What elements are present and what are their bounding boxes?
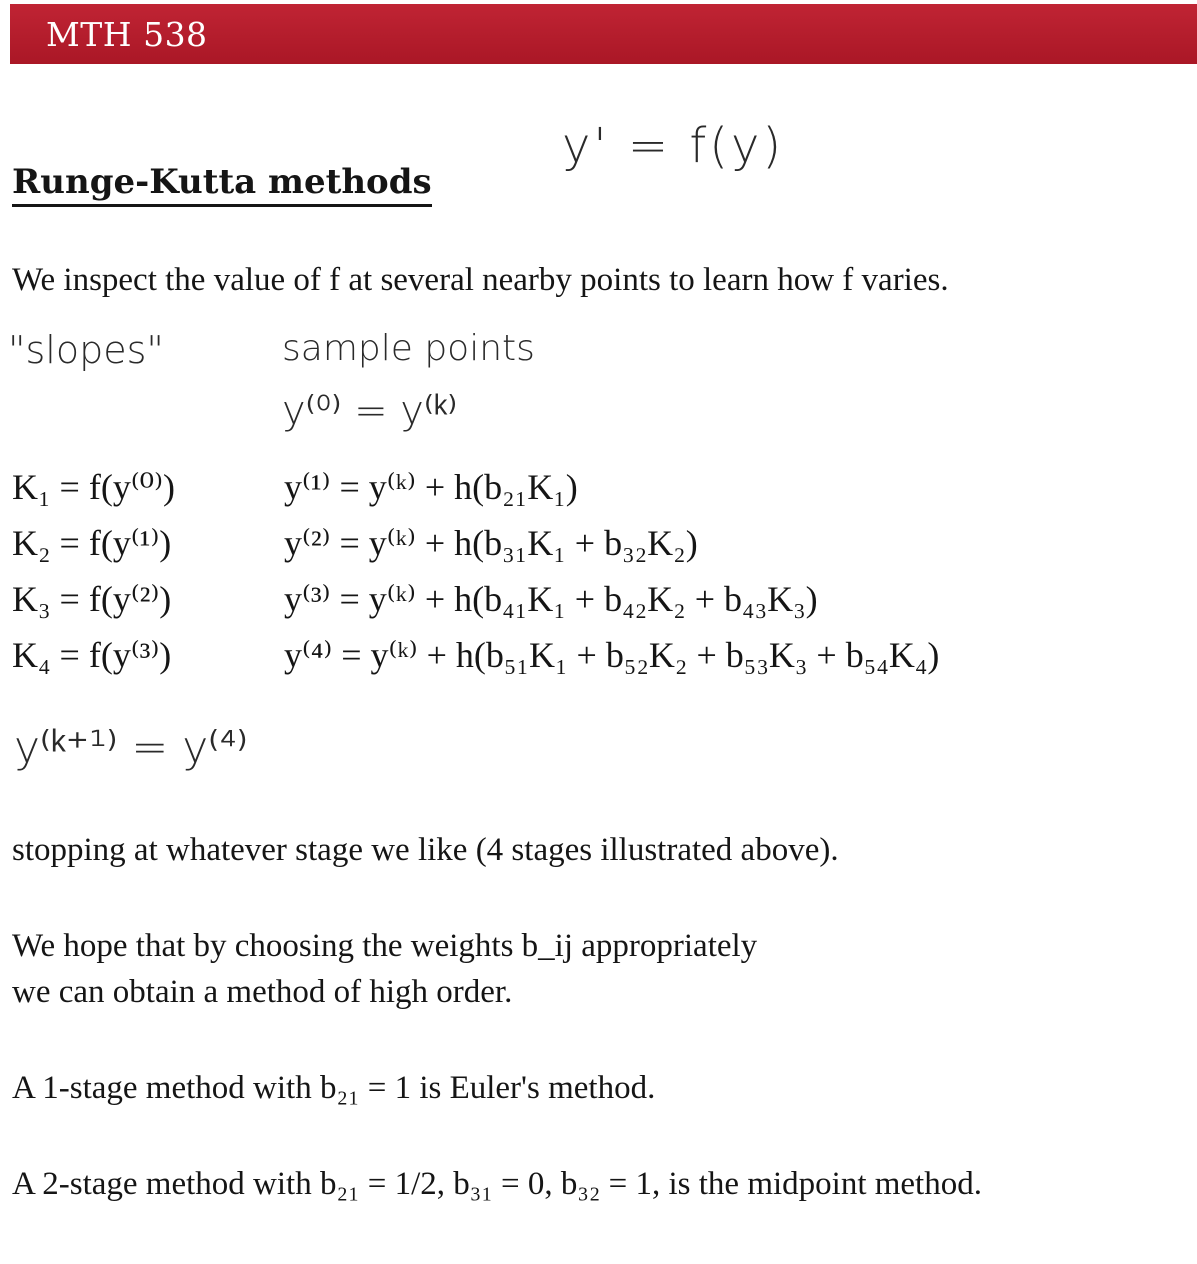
stopping-paragraph: stopping at whatever stage we like (4 stages illustrated above). xyxy=(12,832,839,868)
course-banner xyxy=(10,4,1197,64)
section-title: Runge-Kutta methods xyxy=(12,162,432,207)
handwritten-ode: y' = f(y) xyxy=(562,118,785,174)
hope-paragraph-line1: We hope that by choosing the weights b_ij appropriately xyxy=(12,928,758,964)
k2-equation: K₂ = f(y⁽¹⁾) xyxy=(12,523,172,563)
y3-equation: y⁽³⁾ = y⁽ᵏ⁾ + h(b₄₁K₁ + b₄₂K₂ + b₄₃K₃) xyxy=(284,579,818,619)
handwritten-update-rule: y⁽ᵏ⁺¹⁾ = y⁽⁴⁾ xyxy=(14,722,248,773)
intro-paragraph xyxy=(12,262,949,299)
handwritten-sample-points-label: sample points xyxy=(282,328,535,369)
euler-paragraph: A 1-stage method with b₂₁ = 1 is Euler's method. xyxy=(12,1070,656,1106)
k4-equation: K₄ = f(y⁽³⁾) xyxy=(12,635,172,675)
y2-equation: y⁽²⁾ = y⁽ᵏ⁾ + h(b₃₁K₁ + b₃₂K₂) xyxy=(284,523,698,563)
intro-text: We inspect the value of f at several nearby points to learn how f varies. xyxy=(12,262,949,298)
handwritten-slopes-label: "slopes" xyxy=(8,328,164,372)
handwritten-y0-definition: y⁽⁰⁾ = y⁽ᵏ⁾ xyxy=(282,388,458,434)
y4-equation: y⁽⁴⁾ = y⁽ᵏ⁾ + h(b₅₁K₁ + b₅₂K₂ + b₅₃K₃ + b₅₄K₄) xyxy=(284,635,940,675)
course-title: MTH 538 xyxy=(46,15,208,54)
midpoint-paragraph: A 2-stage method with b₂₁ = 1/2, b₃₁ = 0, b₃₂ = 1, is the midpoint method. xyxy=(12,1166,982,1202)
hope-paragraph-line2: we can obtain a method of high order. xyxy=(12,974,513,1010)
k1-equation: K₁ = f(y⁽⁰⁾) xyxy=(12,467,175,507)
k3-equation: K₃ = f(y⁽²⁾) xyxy=(12,579,172,619)
y1-equation: y⁽¹⁾ = y⁽ᵏ⁾ + h(b₂₁K₁) xyxy=(284,467,578,507)
